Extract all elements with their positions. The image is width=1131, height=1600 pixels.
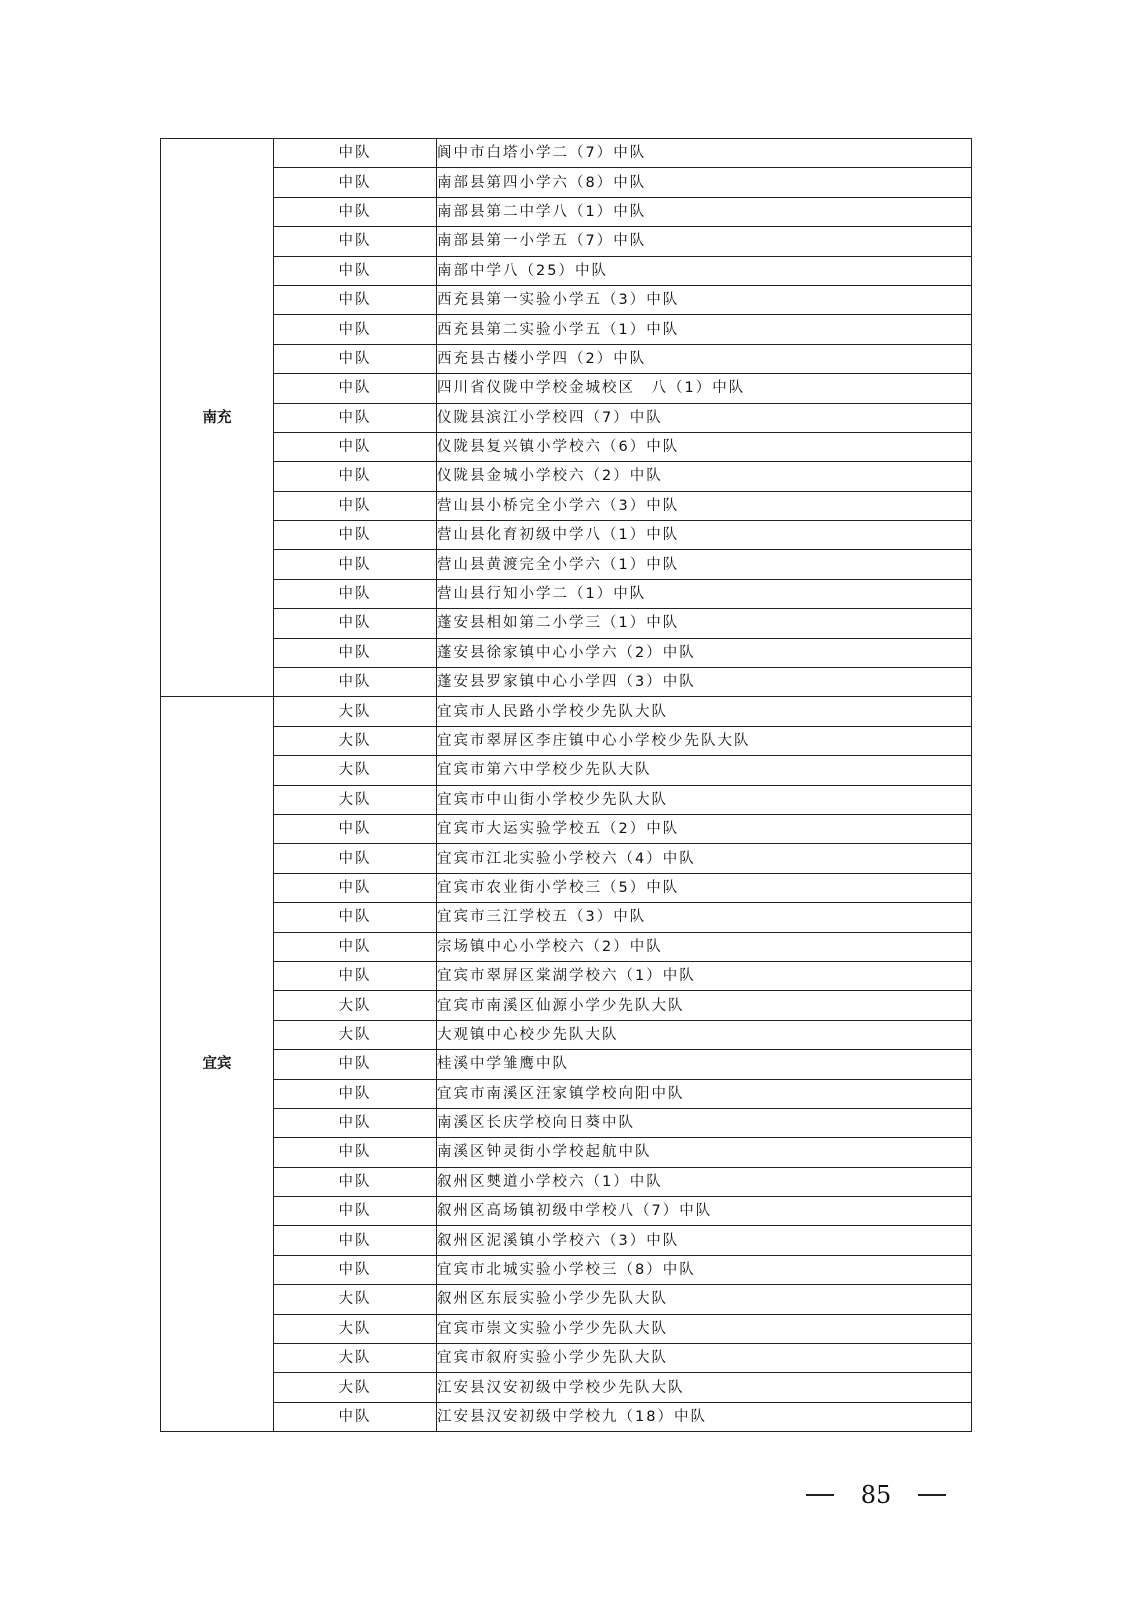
unit-name-cell: 蓬安县徐家镇中心小学六（2）中队 [437,638,972,667]
table-row [161,1020,972,1049]
level-cell: 中队 [274,1050,437,1079]
unit-name-cell: 江安县汉安初级中学校九（18）中队 [437,1402,972,1431]
unit-name-cell: 西充县第二实验小学五（1）中队 [437,315,972,344]
level-cell: 中队 [274,1167,437,1196]
level-cell: 大队 [274,1314,437,1343]
level-cell: 中队 [274,197,437,226]
unit-name-cell: 西充县古楼小学四（2）中队 [437,344,972,373]
unit-name-cell: 宜宾市三江学校五（3）中队 [437,903,972,932]
level-cell: 中队 [274,1402,437,1431]
table-row [161,1226,972,1255]
table-row [161,668,972,697]
level-cell: 中队 [274,374,437,403]
unit-name-cell: 四川省仪陇中学校金城校区 八（1）中队 [437,374,972,403]
unit-name-cell: 叙州区泥溪镇小学校六（3）中队 [437,1226,972,1255]
level-cell: 大队 [274,1344,437,1373]
unit-name-cell: 宜宾市南溪区仙源小学少先队大队 [437,991,972,1020]
table-row [161,1197,972,1226]
level-cell: 大队 [274,1373,437,1402]
unit-name-cell: 宜宾市大运实验学校五（2）中队 [437,814,972,843]
table-row [161,579,972,608]
table-row [161,1285,972,1314]
table-row [161,256,972,285]
table-row [161,374,972,403]
table-row [161,285,972,314]
unit-name-cell: 南部县第一小学五（7）中队 [437,227,972,256]
unit-name-cell: 叙州区高场镇初级中学校八（7）中队 [437,1197,972,1226]
level-cell: 中队 [274,844,437,873]
table-row [161,1050,972,1079]
level-cell: 中队 [274,1079,437,1108]
unit-name-cell: 营山县黄渡完全小学六（1）中队 [437,550,972,579]
table-row [161,1108,972,1137]
level-cell: 中队 [274,521,437,550]
table-row [161,1373,972,1402]
level-cell: 大队 [274,1020,437,1049]
level-cell: 中队 [274,814,437,843]
table-row [161,344,972,373]
unit-name-cell: 蓬安县相如第二小学三（1）中队 [437,609,972,638]
unit-name-cell: 宜宾市崇文实验小学少先队大队 [437,1314,972,1343]
table-row [161,1314,972,1343]
table-row [161,844,972,873]
level-cell: 中队 [274,1255,437,1284]
level-cell: 中队 [274,315,437,344]
unit-name-cell: 南部县第四小学六（8）中队 [437,168,972,197]
table-row [161,521,972,550]
page-number: 85 [860,1481,892,1509]
table-row [161,1402,972,1431]
level-cell: 大队 [274,1285,437,1314]
level-cell: 中队 [274,432,437,461]
unit-name-cell: 宜宾市翠屏区棠湖学校六（1）中队 [437,961,972,990]
level-cell: 中队 [274,403,437,432]
unit-name-cell: 宜宾市中山街小学校少先队大队 [437,785,972,814]
unit-name-cell: 南溪区长庆学校向日葵中队 [437,1108,972,1137]
roster-table-body [161,139,972,1432]
level-cell: 大队 [274,756,437,785]
unit-name-cell: 叙州区僰道小学校六（1）中队 [437,1167,972,1196]
level-cell: 中队 [274,227,437,256]
level-cell: 中队 [274,609,437,638]
unit-name-cell: 宗场镇中心小学校六（2）中队 [437,932,972,961]
table-row [161,197,972,226]
level-cell: 中队 [274,550,437,579]
table-row [161,609,972,638]
table-row [161,1344,972,1373]
level-cell: 中队 [274,903,437,932]
table-row [161,403,972,432]
level-cell: 中队 [274,1108,437,1137]
level-cell: 中队 [274,1226,437,1255]
table-row [161,873,972,902]
unit-name-cell: 江安县汉安初级中学校少先队大队 [437,1373,972,1402]
table-row [161,491,972,520]
table-row [161,1138,972,1167]
level-cell: 中队 [274,932,437,961]
table-row [161,638,972,667]
unit-name-cell: 南溪区钟灵街小学校起航中队 [437,1138,972,1167]
level-cell: 中队 [274,168,437,197]
unit-name-cell: 桂溪中学雏鹰中队 [437,1050,972,1079]
level-cell: 中队 [274,285,437,314]
page-number-footer [806,1475,946,1515]
table-row [161,462,972,491]
unit-name-cell: 宜宾市江北实验小学校六（4）中队 [437,844,972,873]
level-cell: 中队 [274,1138,437,1167]
unit-name-cell: 阆中市白塔小学二（7）中队 [437,139,972,168]
level-cell: 中队 [274,462,437,491]
unit-name-cell: 蓬安县罗家镇中心小学四（3）中队 [437,668,972,697]
table-row [161,315,972,344]
level-cell: 中队 [274,668,437,697]
unit-name-cell: 南部县第二中学八（1）中队 [437,197,972,226]
page-number-right-dash [918,1494,946,1496]
unit-name-cell: 宜宾市人民路小学校少先队大队 [437,697,972,726]
unit-name-cell: 大观镇中心校少先队大队 [437,1020,972,1049]
table-row [161,932,972,961]
unit-name-cell: 宜宾市南溪区汪家镇学校向阳中队 [437,1079,972,1108]
unit-name-cell: 营山县行知小学二（1）中队 [437,579,972,608]
unit-name-cell: 宜宾市翠屏区李庄镇中心小学校少先队大队 [437,726,972,755]
table-row [161,550,972,579]
unit-name-cell: 宜宾市农业街小学校三（5）中队 [437,873,972,902]
table-row [161,726,972,755]
unit-name-cell: 仪陇县金城小学校六（2）中队 [437,462,972,491]
table-row [161,168,972,197]
level-cell: 中队 [274,638,437,667]
level-cell: 大队 [274,726,437,755]
level-cell: 大队 [274,785,437,814]
unit-name-cell: 仪陇县滨江小学校四（7）中队 [437,403,972,432]
unit-name-cell: 南部中学八（25）中队 [437,256,972,285]
unit-name-cell: 营山县小桥完全小学六（3）中队 [437,491,972,520]
level-cell: 中队 [274,1197,437,1226]
level-cell: 中队 [274,139,437,168]
region-cell: 南充 [161,139,274,697]
table-row [161,139,972,168]
level-cell: 中队 [274,579,437,608]
table-row [161,903,972,932]
region-cell: 宜宾 [161,697,274,1432]
table-row [161,785,972,814]
honor-roster-table [160,138,972,1432]
table-row [161,1079,972,1108]
unit-name-cell: 宜宾市叙府实验小学少先队大队 [437,1344,972,1373]
table-row [161,1167,972,1196]
table-row [161,227,972,256]
table-row [161,756,972,785]
level-cell: 中队 [274,961,437,990]
table-row [161,961,972,990]
level-cell: 中队 [274,344,437,373]
unit-name-cell: 营山县化育初级中学八（1）中队 [437,521,972,550]
table-row [161,1255,972,1284]
unit-name-cell: 宜宾市第六中学校少先队大队 [437,756,972,785]
level-cell: 中队 [274,873,437,902]
unit-name-cell: 西充县第一实验小学五（3）中队 [437,285,972,314]
level-cell: 中队 [274,256,437,285]
table-row [161,814,972,843]
level-cell: 大队 [274,697,437,726]
table-row [161,697,972,726]
unit-name-cell: 宜宾市北城实验小学校三（8）中队 [437,1255,972,1284]
unit-name-cell: 叙州区东辰实验小学少先队大队 [437,1285,972,1314]
table-row [161,432,972,461]
page-number-left-dash [806,1494,834,1496]
table-row [161,991,972,1020]
level-cell: 大队 [274,991,437,1020]
level-cell: 中队 [274,491,437,520]
unit-name-cell: 仪陇县复兴镇小学校六（6）中队 [437,432,972,461]
